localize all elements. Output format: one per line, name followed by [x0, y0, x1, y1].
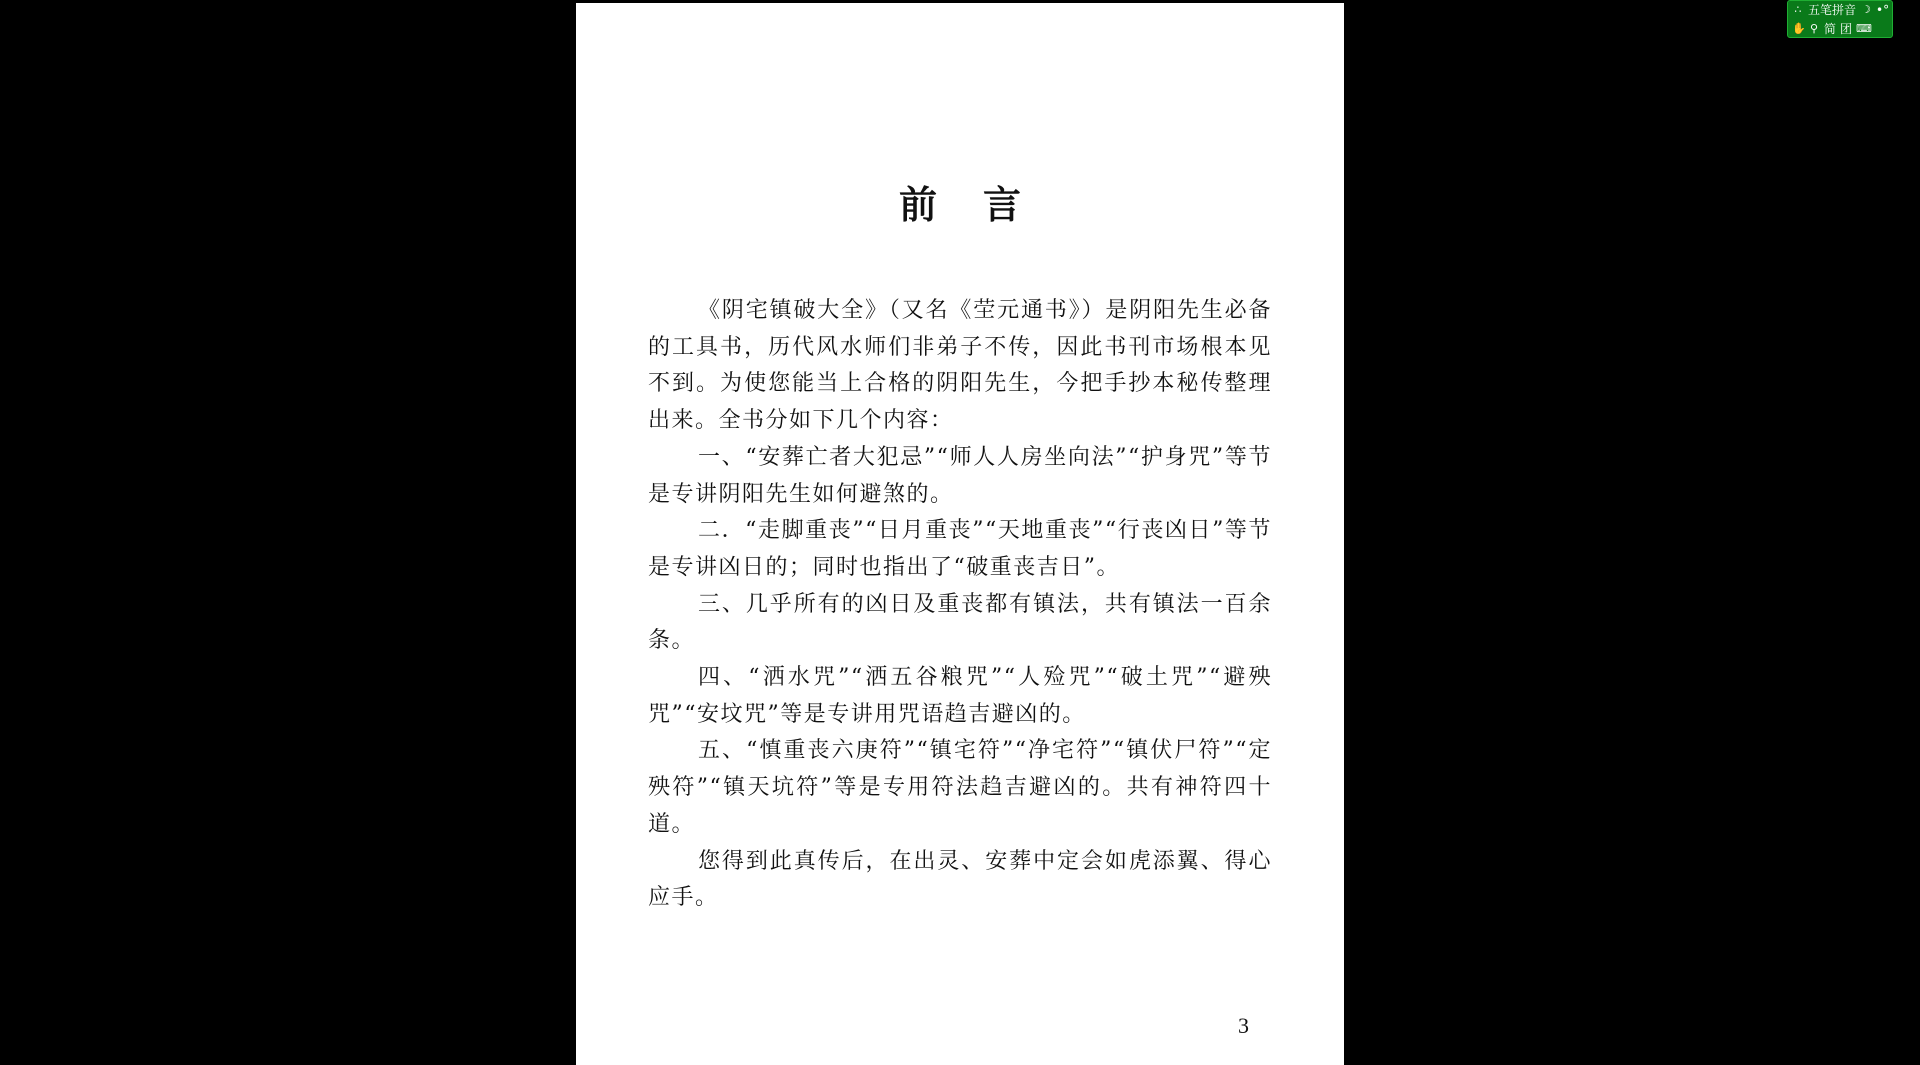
- ime-toolbar[interactable]: [1787, 0, 1893, 38]
- paragraph: 一、“安葬亡者大犯忌”“师人人房坐向法”“护身咒”等节是专讲阴阳先生如何避煞的。: [648, 444, 1272, 507]
- page-body: [648, 293, 1272, 917]
- paragraph: 三、几乎所有的凶日及重丧都有镇法，共有镇法一百余条。: [648, 591, 1272, 654]
- punctuation-toggle[interactable]: •°: [1876, 3, 1890, 17]
- page-number: 3: [1238, 1013, 1249, 1038]
- paragraph: 二．“走脚重丧”“日月重丧”“天地重丧”“行丧凶日”等节是专讲凶日的；同时也指出了“破重丧吉日”。: [648, 518, 1272, 580]
- magnifier-icon[interactable]: ⚲: [1809, 22, 1819, 35]
- keyboard-icon[interactable]: ⌨: [1856, 22, 1872, 35]
- moon-icon[interactable]: ☽: [1861, 3, 1871, 16]
- ime-logo-icon[interactable]: ∴: [1794, 3, 1802, 16]
- ime-mode-label[interactable]: 五笔拼音: [1808, 3, 1857, 17]
- simplified-toggle[interactable]: 简: [1824, 22, 1837, 36]
- document-page: [576, 3, 1344, 1065]
- paragraph: 《阴宅镇破大全》（又名《茔元通书》）是阴阳先生必备的工具书，历代风水师们非弟子不传，因此书刊市场根本见不到。为使您能当上合格的阴阳先生，今把手抄本秘传整理出来。全书分如下几个内容：: [648, 298, 1272, 434]
- full-width-toggle[interactable]: 团: [1840, 22, 1853, 36]
- ime-toolbar-row-bottom: [1792, 21, 1872, 37]
- paragraph: 您得到此真传后，在出灵、安葬中定会如虎添翼、得心应手。: [648, 848, 1272, 911]
- paragraph: 五、“慎重丧六庚符”“镇宅符”“净宅符”“镇伏尸符”“定殃符”“镇天坑符”等是专用符法趋吉避凶的。共有神符四十道。: [648, 738, 1272, 837]
- paragraph: 四、“洒水咒”“洒五谷粮咒”“人殓咒”“破土咒”“避殃咒”“安坟咒”等是专讲用咒语趋吉避凶的。: [648, 665, 1272, 727]
- page-title: 前言: [898, 182, 1067, 227]
- ime-toolbar-row-top: [1792, 2, 1893, 18]
- hand-icon[interactable]: ✋: [1792, 22, 1806, 35]
